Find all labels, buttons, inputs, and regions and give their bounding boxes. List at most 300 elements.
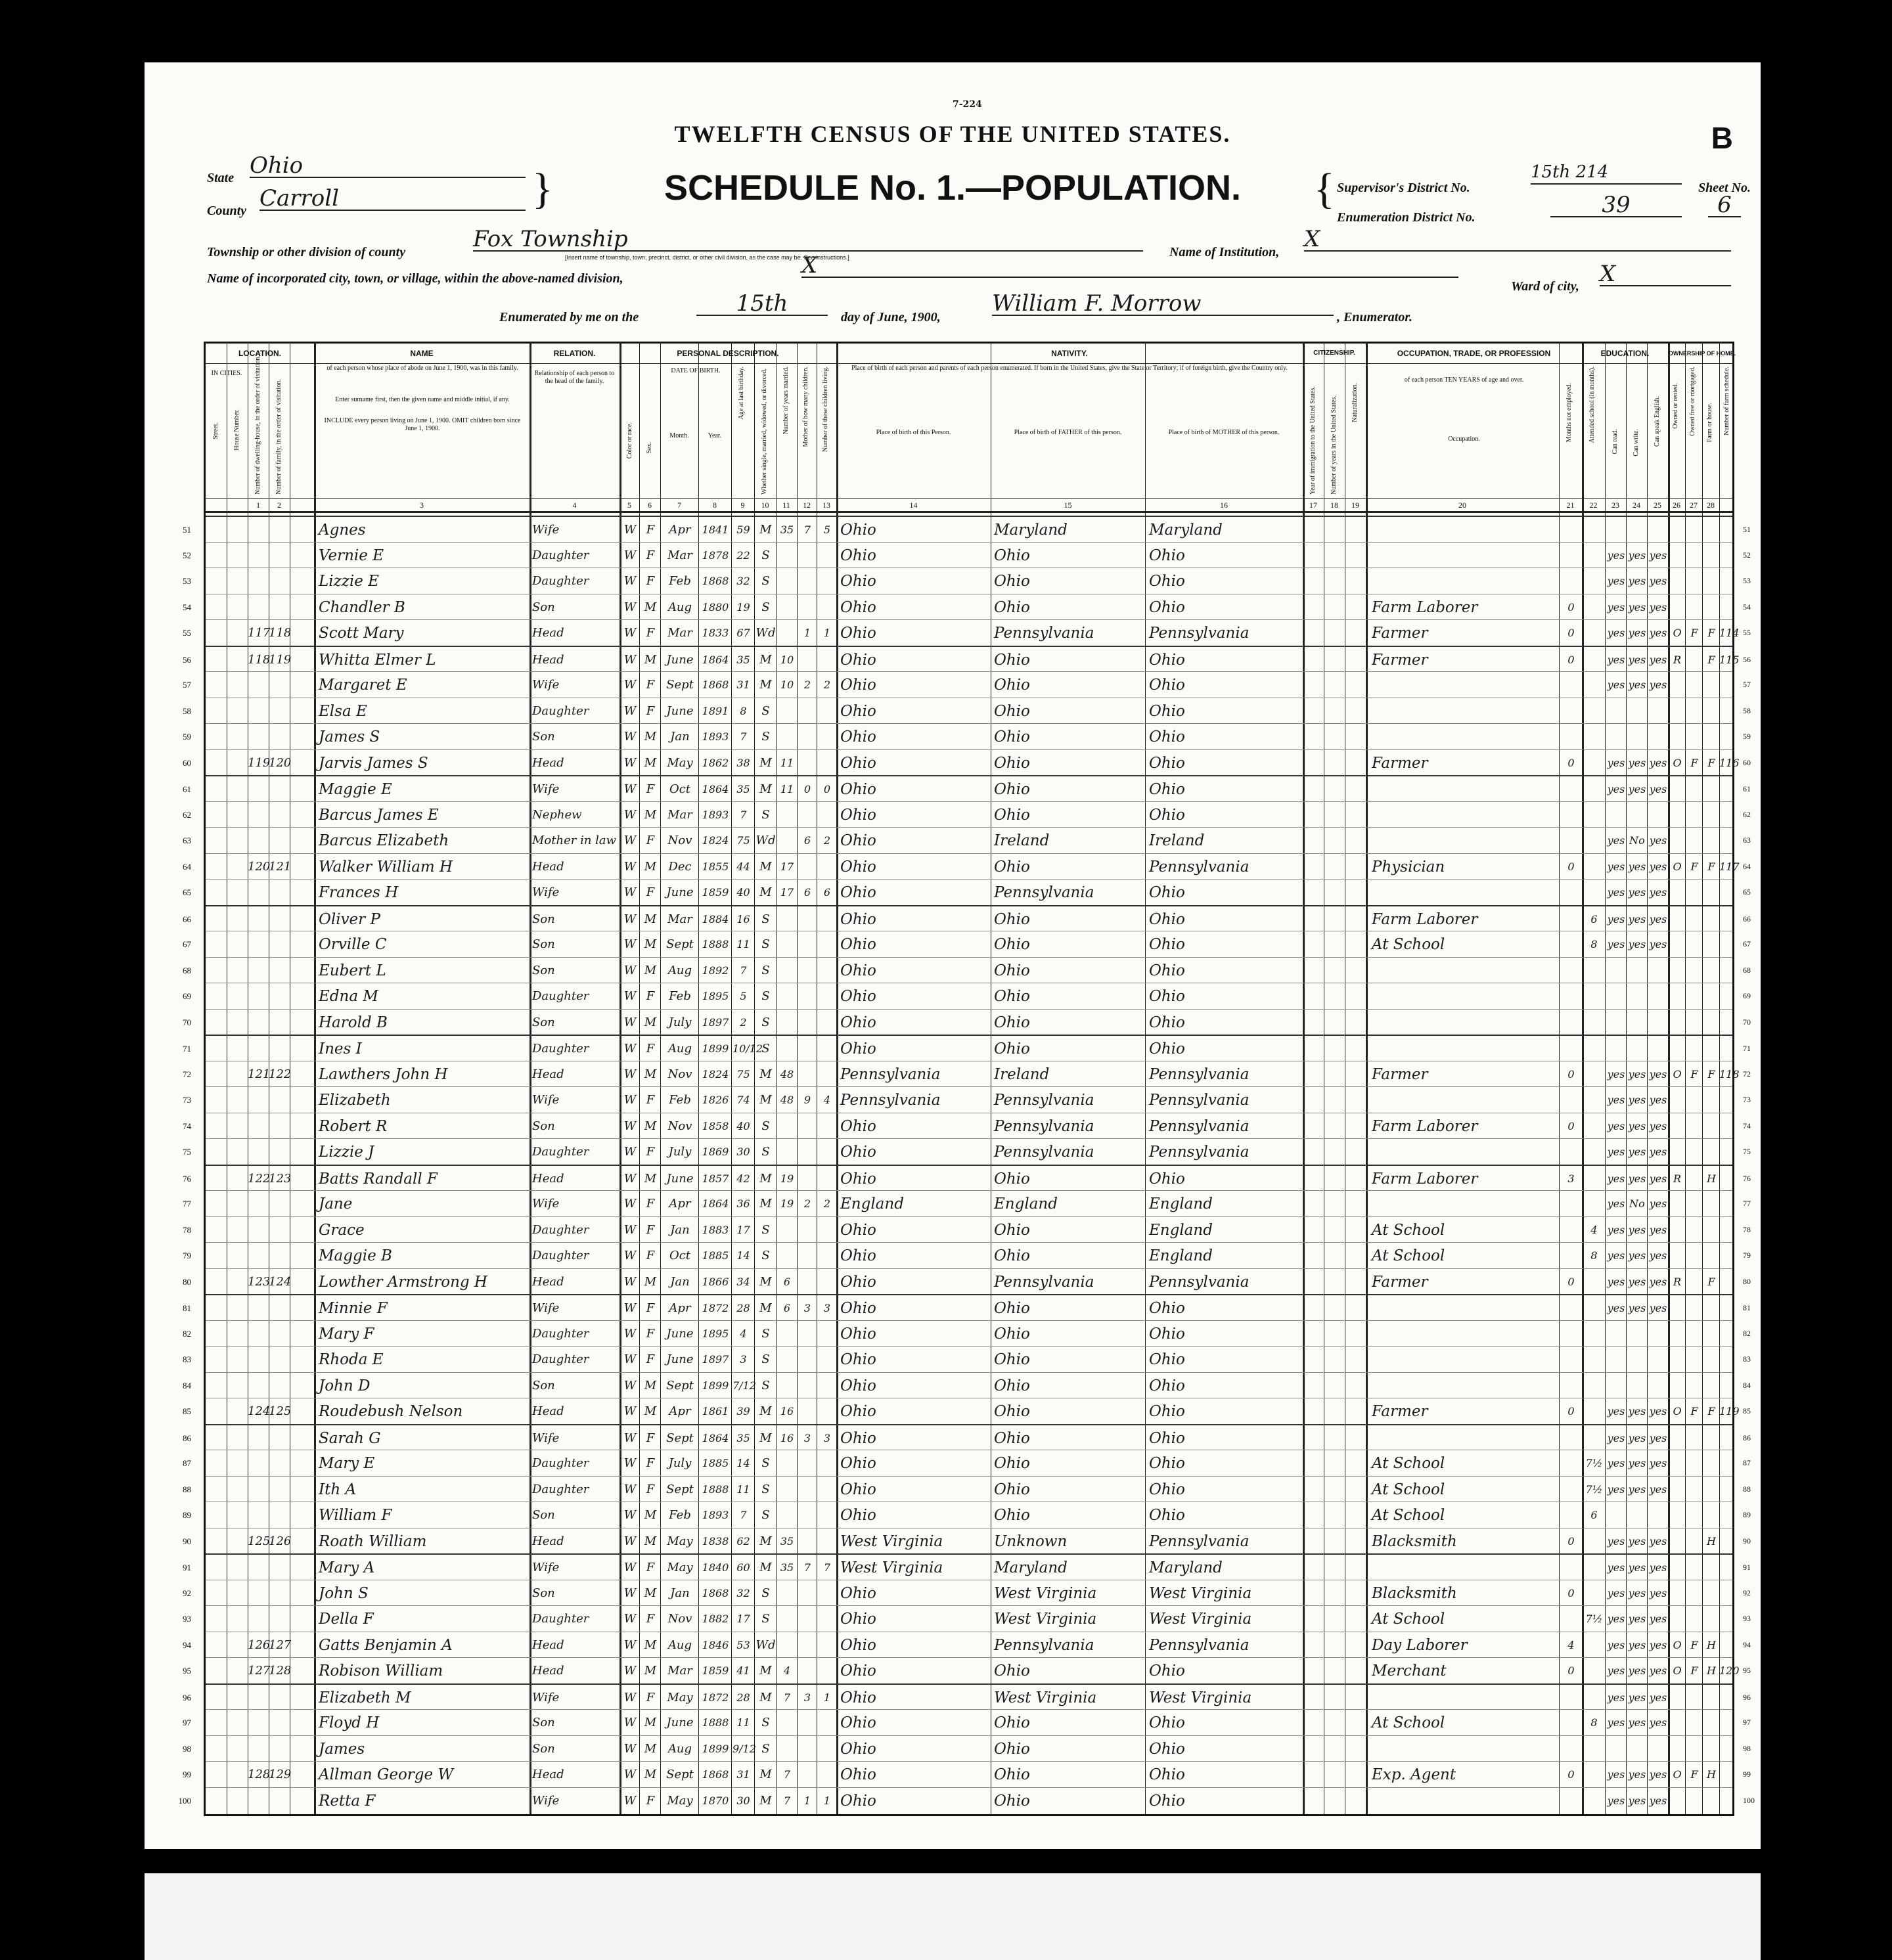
family-cell: 129 [269, 1768, 292, 1781]
mother-birthplace-cell: Ohio [1149, 651, 1185, 669]
birth-year-cell: 1885 [702, 1249, 729, 1262]
farm-cell [1703, 959, 1719, 983]
relation-cell: Daughter [532, 1042, 589, 1056]
can-read-cell: yes [1607, 1794, 1625, 1807]
marital-cell: S [761, 1482, 770, 1496]
months-unemployed-cell [1560, 1452, 1582, 1475]
can-speak-cell: yes [1649, 912, 1667, 925]
color-cell: W [623, 1637, 637, 1652]
mother-of-cell [798, 1763, 817, 1787]
occupation-cell: Farmer [1372, 1065, 1428, 1083]
mother-of-cell [798, 985, 817, 1008]
father-birthplace-cell: Ohio [994, 936, 1030, 953]
birth-month-cell: Feb [669, 574, 691, 588]
color-cell: W [623, 1378, 637, 1392]
owned-cell [1669, 1711, 1685, 1735]
can-read-cell: yes [1607, 1457, 1625, 1469]
months-unemployed-cell: 0 [1567, 1534, 1575, 1548]
line-number: 70 [183, 1017, 191, 1027]
name-cell: Mary A [319, 1559, 375, 1576]
sex-cell: M [644, 1534, 657, 1548]
can-read-cell [1606, 803, 1626, 827]
farm-cell [1703, 1427, 1719, 1450]
marital-cell: M [759, 1768, 772, 1781]
farm-schedule-cell [1719, 596, 1738, 619]
owned-cell [1669, 1686, 1685, 1710]
line-number: 64 [183, 861, 191, 872]
family-cell [269, 1192, 290, 1216]
owned-cell [1669, 778, 1685, 801]
birthplace-cell: Pennsylvania [840, 1092, 941, 1109]
farm-cell: H [1707, 1664, 1716, 1677]
family-cell [269, 700, 290, 723]
free-cell [1686, 1374, 1702, 1398]
table-row [183, 1657, 1751, 1683]
relation-cell: Son [532, 1586, 555, 1600]
years-married-cell: 19 [780, 1172, 794, 1185]
father-birthplace-cell: Ohio [994, 1351, 1030, 1368]
farm-schedule-cell [1719, 1192, 1738, 1216]
column-number: 16 [1220, 501, 1228, 510]
birth-year-cell: 1884 [702, 912, 729, 925]
color-cell: W [623, 1534, 637, 1548]
relation-cell: Son [532, 1741, 555, 1756]
months-unemployed-cell [1560, 1427, 1582, 1450]
months-unemployed-cell: 4 [1567, 1638, 1575, 1651]
can-write-cell: yes [1628, 1119, 1646, 1132]
can-speak-cell [1648, 1011, 1668, 1035]
children-living-cell: 3 [823, 1431, 831, 1444]
children-living-cell [818, 700, 836, 723]
dwelling-cell: 121 [248, 1067, 271, 1081]
birth-year-cell: 1878 [702, 548, 729, 562]
line-number-right: 82 [1743, 1328, 1751, 1338]
can-read-cell: yes [1607, 756, 1625, 769]
father-birthplace-cell: Ireland [994, 1065, 1050, 1083]
age-cell: 14 [736, 1249, 750, 1262]
years-married-cell: 48 [780, 1094, 794, 1106]
month-header: Month. [669, 432, 689, 439]
can-write-cell: yes [1628, 912, 1646, 925]
can-write-cell [1627, 725, 1647, 749]
line-number-right: 71 [1743, 1044, 1751, 1053]
birthplace-cell: Ohio [840, 546, 876, 564]
line-number-right: 96 [1743, 1692, 1751, 1702]
can-write-cell: yes [1628, 548, 1646, 562]
line-number-right: 54 [1743, 602, 1751, 612]
children-living-cell [818, 569, 836, 593]
mother-birthplace-cell: Ohio [1149, 988, 1185, 1005]
age-cell: 38 [736, 756, 750, 769]
color-cell: W [623, 1664, 637, 1678]
farm-schedule-cell [1719, 1348, 1738, 1371]
farm-schedule-cell: 119 [1719, 1405, 1740, 1417]
line-number: 90 [183, 1536, 191, 1546]
birth-month-cell: Aug [667, 1637, 692, 1652]
mother-birthplace-cell: Ohio [1149, 1792, 1185, 1810]
birth-month-cell: June [666, 885, 694, 899]
owned-cell: R [1673, 1275, 1682, 1288]
free-cell [1686, 1244, 1702, 1268]
occupation-cell: Farm Laborer [1372, 1117, 1478, 1135]
owned-cell [1669, 1478, 1685, 1502]
mother-of-cell [798, 1063, 817, 1086]
can-read-cell [1606, 1374, 1626, 1398]
farm-schedule-cell: 115 [1719, 653, 1740, 666]
birth-year-cell: 1895 [702, 990, 729, 1002]
color-cell: W [623, 730, 637, 744]
table-row [183, 1372, 1751, 1398]
school-months-cell [1583, 621, 1605, 645]
years-married-cell: 11 [780, 783, 794, 795]
mother-of-cell [798, 959, 817, 983]
mother-of-cell [798, 908, 817, 931]
can-read-cell: yes [1607, 627, 1625, 639]
ward-label: Ward of city, [1511, 279, 1579, 294]
relation-description: Relationship of each person to the head of the family. [534, 370, 615, 385]
table-row [183, 1476, 1751, 1502]
father-birthplace-cell: Ohio [994, 1040, 1030, 1058]
mother-birthplace-cell: Ohio [1149, 781, 1185, 798]
months-unemployed-cell: 0 [1567, 1405, 1575, 1417]
column-number: 7 [677, 501, 681, 510]
sex-cell: F [646, 1301, 655, 1315]
father-birthplace-cell: Ohio [994, 546, 1030, 564]
relation-cell: Head [532, 859, 564, 874]
birthplace-cell: Ohio [840, 962, 876, 979]
age-cell: 74 [736, 1094, 750, 1106]
age-cell: 30 [736, 1794, 750, 1807]
relation-cell: Daughter [532, 574, 589, 588]
table-row [183, 801, 1751, 828]
age-cell: 17 [736, 1223, 750, 1236]
owned-cell: R [1673, 653, 1682, 666]
father-birthplace-cell: Ohio [994, 1170, 1030, 1188]
months-unemployed-cell [1560, 725, 1582, 749]
line-number-right: 51 [1743, 525, 1751, 534]
age-cell: 30 [736, 1146, 750, 1158]
can-read-cell [1606, 700, 1626, 723]
years-married-header: Number of years married. [782, 367, 790, 435]
marital-cell: S [761, 548, 770, 562]
line-number: 95 [183, 1666, 191, 1676]
birthplace-cell: Ohio [840, 884, 876, 901]
name-cell: Maggie B [319, 1247, 392, 1264]
father-birthplace-cell: Ohio [994, 1714, 1030, 1731]
table-row [183, 646, 1751, 673]
father-birthplace-cell: Ohio [994, 573, 1030, 590]
sex-cell: M [644, 1119, 657, 1133]
can-read-cell: yes [1607, 1613, 1625, 1625]
farm-cell [1703, 1711, 1719, 1735]
family-cell [269, 1478, 290, 1502]
can-speak-cell: yes [1649, 1431, 1667, 1444]
relation-cell: Head [532, 1664, 564, 1678]
months-unemployed-cell [1560, 673, 1582, 697]
children-living-cell [818, 725, 836, 749]
farm-cell [1703, 1582, 1719, 1605]
age-cell: 39 [736, 1405, 750, 1417]
marital-cell: S [761, 1352, 770, 1366]
free-cell [1686, 1530, 1702, 1553]
age-cell: 7 [740, 964, 747, 977]
farm-cell: F [1707, 627, 1715, 639]
name-cell: Elizabeth M [319, 1689, 411, 1706]
free-cell [1686, 1011, 1702, 1035]
mother-birthplace-cell: Ohio [1149, 1403, 1185, 1420]
color-cell: W [623, 1612, 637, 1626]
years-married-cell: 16 [780, 1405, 794, 1417]
can-write-cell: yes [1628, 1275, 1646, 1288]
relation-cell: Wife [532, 1690, 560, 1704]
farm-cell [1703, 881, 1719, 904]
free-cell [1686, 1478, 1702, 1502]
can-write-cell: yes [1628, 1794, 1646, 1807]
father-birthplace-cell: Ohio [994, 962, 1030, 979]
farm-cell [1703, 1297, 1719, 1320]
owned-cell [1669, 569, 1685, 593]
sex-cell: M [644, 912, 657, 926]
owned-cell [1669, 700, 1685, 723]
mother-birthplace-cell: Ohio [1149, 677, 1185, 694]
can-write-cell [1627, 1374, 1647, 1398]
name-cell: Rhoda E [319, 1351, 384, 1368]
children-living-cell [818, 1400, 836, 1423]
name-cell: James S [319, 728, 380, 746]
can-write-cell: yes [1628, 575, 1646, 587]
brace-right: { [1314, 165, 1335, 213]
birth-month-cell: Nov [667, 1067, 692, 1081]
sex-cell: M [644, 1378, 657, 1392]
months-unemployed-cell [1560, 1503, 1582, 1527]
marital-cell: S [761, 1612, 770, 1626]
marital-cell: S [761, 1222, 770, 1237]
name-cell: Eubert L [319, 962, 386, 979]
farm-cell: F [1707, 756, 1715, 769]
free-cell: F [1690, 627, 1698, 639]
father-birthplace-cell: Ohio [994, 806, 1030, 824]
occupation-cell [1372, 1737, 1557, 1761]
color-cell: W [623, 1197, 637, 1211]
birth-year-cell: 1888 [702, 1716, 729, 1729]
years-married-cell [777, 1607, 797, 1631]
family-cell: 122 [269, 1067, 292, 1081]
can-speak-cell: yes [1649, 1561, 1667, 1574]
can-write-cell: No [1629, 834, 1645, 847]
age-cell: 4 [740, 1327, 747, 1340]
year-header: Year. [708, 432, 722, 439]
line-number-right: 52 [1743, 550, 1751, 560]
mother-of-cell [798, 1711, 817, 1735]
birth-month-cell: May [667, 755, 693, 770]
age-cell: 53 [736, 1638, 750, 1651]
birthplace-cell: Ohio [840, 677, 876, 694]
color-cell: W [623, 600, 637, 614]
city-value: X [801, 254, 1458, 278]
birth-year-cell: 1864 [702, 1197, 729, 1210]
color-cell: W [623, 755, 637, 770]
can-write-cell [1627, 1322, 1647, 1346]
color-cell: W [623, 834, 637, 847]
color-cell: W [623, 807, 637, 822]
sex-cell: F [646, 1612, 655, 1626]
marital-cell: M [759, 678, 772, 692]
months-unemployed-cell: 0 [1567, 1119, 1575, 1132]
column-number: 28 [1707, 501, 1715, 510]
line-number: 83 [183, 1354, 191, 1364]
sex-cell: F [646, 1690, 655, 1704]
line-number: 77 [183, 1199, 191, 1209]
months-unemployed-cell [1560, 881, 1582, 904]
can-speak-cell [1648, 1322, 1668, 1346]
can-read-cell [1606, 725, 1626, 749]
birth-mother-header: Place of birth of MOTHER of this person. [1168, 429, 1280, 436]
birth-year-cell: 1888 [702, 1482, 729, 1496]
birth-year-cell: 1866 [702, 1275, 729, 1288]
table-row [183, 1553, 1751, 1580]
name-cell: Lawthers John H [319, 1065, 448, 1083]
color-cell: W [623, 548, 637, 562]
line-number-right: 89 [1743, 1510, 1751, 1519]
can-read-cell [1606, 1322, 1626, 1346]
school-months-cell [1583, 751, 1605, 775]
occupation-cell: Blacksmith [1372, 1532, 1457, 1550]
birth-year-cell: 1846 [702, 1638, 729, 1651]
sex-cell: F [646, 626, 655, 640]
age-cell: 31 [736, 679, 750, 691]
can-speak-cell: yes [1649, 627, 1667, 639]
mother-birthplace-cell: Pennsylvania [1149, 625, 1250, 642]
can-write-cell: yes [1628, 1482, 1646, 1496]
farm-schedule-cell [1719, 1011, 1738, 1035]
occupation-cell [1372, 959, 1557, 983]
years-married-cell [777, 829, 797, 853]
schedule-title: SCHEDULE No. 1.—POPULATION. [664, 168, 1242, 208]
free-cell [1686, 1789, 1702, 1813]
birth-year-cell: 1833 [702, 627, 729, 639]
birthplace-cell: Ohio [840, 651, 876, 669]
color-cell: W [623, 989, 637, 1003]
can-speak-cell: yes [1649, 1119, 1667, 1132]
birth-year-cell: 1824 [702, 834, 729, 847]
can-write-cell: yes [1628, 1431, 1646, 1444]
sex-cell: M [644, 600, 657, 614]
relation-cell: Daughter [532, 1249, 589, 1262]
name-cell: Whitta Elmer L [319, 651, 436, 669]
owned-cell [1669, 1607, 1685, 1631]
father-birthplace-cell: Ohio [994, 1300, 1030, 1317]
birthplace-cell: Ohio [840, 1117, 876, 1135]
name-cell: William F [319, 1507, 392, 1524]
farm-schedule-cell [1719, 1556, 1738, 1580]
farm-cell [1703, 1088, 1719, 1112]
line-number-right: 85 [1743, 1406, 1751, 1415]
farm-schedule-cell [1719, 1452, 1738, 1475]
family-header: Number of family, in the order of visitation. [275, 379, 282, 495]
birth-month-cell: Aug [667, 1741, 692, 1756]
free-cell [1686, 933, 1702, 956]
relation-cell: Son [532, 912, 555, 926]
months-unemployed-cell [1560, 1686, 1582, 1710]
birth-year-cell: 1888 [702, 938, 729, 950]
farm-cell [1703, 778, 1719, 801]
line-number: 92 [183, 1588, 191, 1598]
table-row [183, 671, 1751, 698]
line-number: 79 [183, 1251, 191, 1260]
name-cell: Batts Randall F [319, 1170, 438, 1188]
can-speak-cell: yes [1649, 679, 1667, 691]
can-read-cell: yes [1607, 834, 1625, 847]
marital-header: Whether single, married, widowed, or divorced. [761, 368, 768, 495]
school-months-cell [1583, 544, 1605, 568]
children-living-cell [818, 1737, 836, 1761]
line-number-right: 66 [1743, 914, 1751, 924]
birth-month-cell: Apr [669, 1197, 691, 1211]
owned-cell: O [1673, 860, 1682, 873]
farm-schedule-cell [1719, 985, 1738, 1008]
birthplace-cell: Ohio [840, 1740, 876, 1758]
dwelling-cell [248, 1348, 269, 1371]
can-speak-cell: yes [1649, 1534, 1667, 1548]
birth-year-cell: 1882 [702, 1613, 729, 1625]
farm-house-header: Farm or house. [1706, 403, 1713, 443]
birth-month-cell: Mar [667, 912, 692, 926]
school-months-cell [1583, 569, 1605, 593]
relation-cell: Wife [532, 1793, 560, 1808]
months-unemployed-cell [1560, 1140, 1582, 1164]
farm-cell [1703, 1374, 1719, 1398]
birthplace-cell: Ohio [840, 1300, 876, 1317]
mother-of-cell [798, 1530, 817, 1553]
age-cell: 11 [736, 1716, 750, 1729]
birth-year-cell: 1899 [702, 1379, 729, 1392]
family-cell [269, 1011, 290, 1035]
line-number-right: 61 [1743, 784, 1751, 793]
sex-cell: M [644, 1664, 657, 1678]
line-number: 65 [183, 887, 191, 897]
can-write-cell: yes [1628, 1249, 1646, 1262]
column-number: 15 [1064, 501, 1072, 510]
farm-schedule-cell [1719, 1374, 1738, 1398]
sex-cell: M [644, 807, 657, 822]
farm-cell [1703, 1503, 1719, 1527]
birth-year-cell: 1885 [702, 1457, 729, 1469]
name-cell: Agnes [319, 522, 366, 539]
age-cell: 35 [736, 653, 750, 666]
color-cell: W [623, 1456, 637, 1470]
father-birthplace-cell: Ohio [994, 1507, 1030, 1524]
marital-cell: S [761, 937, 770, 951]
dwelling-cell [248, 725, 269, 749]
sex-cell: M [644, 859, 657, 874]
table-row [183, 1242, 1751, 1268]
birth-year-cell: 1859 [702, 1664, 729, 1677]
mother-of-cell [798, 1348, 817, 1371]
name-cell: Robert R [319, 1117, 388, 1135]
dwelling-cell [248, 1140, 269, 1164]
sex-cell: M [644, 1171, 657, 1186]
family-cell [269, 803, 290, 827]
mother-of-cell [798, 803, 817, 827]
can-write-cell: yes [1628, 860, 1646, 873]
farm-cell [1703, 985, 1719, 1008]
farm-schedule-cell [1719, 778, 1738, 801]
farm-cell [1703, 1556, 1719, 1580]
owned-cell [1669, 725, 1685, 749]
can-speak-cell: yes [1649, 1613, 1667, 1625]
dwelling-cell: 119 [248, 755, 271, 770]
occupation-cell [1372, 1427, 1557, 1450]
